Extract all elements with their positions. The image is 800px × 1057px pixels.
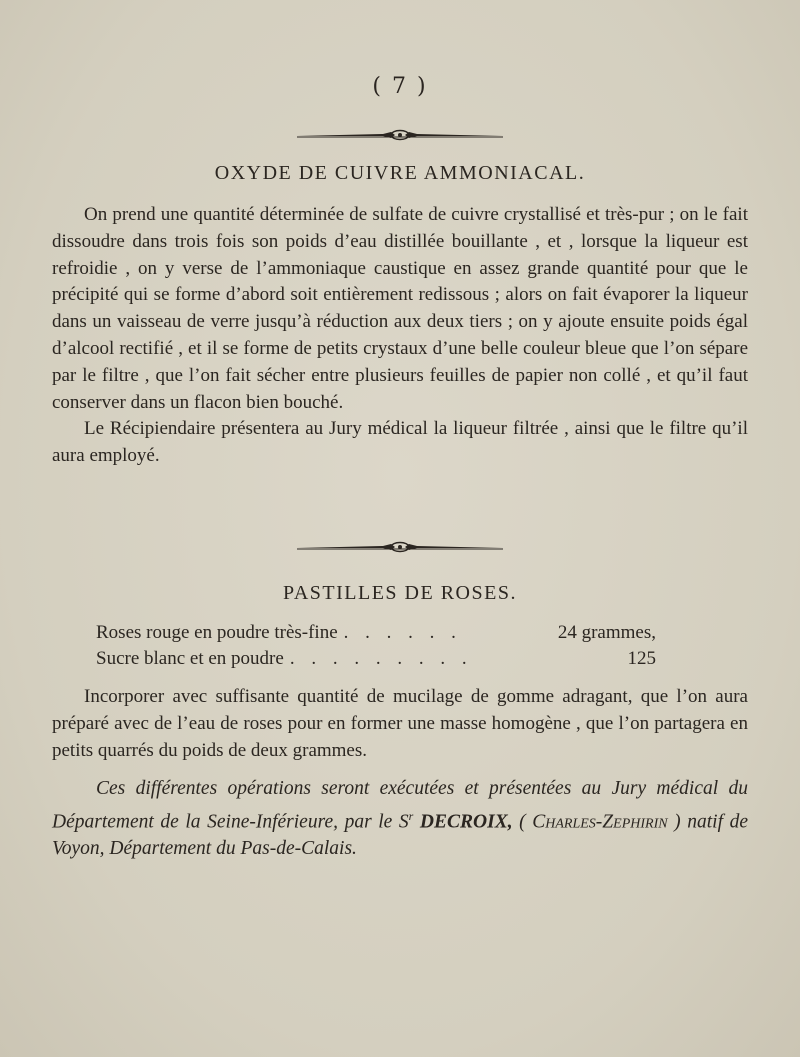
ingredient-name: Sucre blanc et en poudre xyxy=(96,648,284,669)
closing-statement xyxy=(52,776,748,862)
candidate-name: DECROIX, xyxy=(419,811,513,832)
ingredient-leader: . . . . . . xyxy=(343,622,462,643)
candidate-given-names: ( Charles-Zephirin ) xyxy=(519,811,681,832)
ornament-rule-icon xyxy=(295,128,505,142)
ingredient-quantity: 24 grammes, xyxy=(557,622,656,643)
section-title-oxyde: OXYDE DE CUIVRE AMMONIACAL. xyxy=(214,162,586,184)
section-body-pastilles xyxy=(52,684,748,764)
closing-text-after: natif de Voyon, Département du Pas-de-Calais. xyxy=(52,811,749,859)
paragraph-incorporer: Incorporer avec suffisante quantité de mucilage de gomme adragant, que l’on aura préparé avec de l’eau de roses pour en former une masse homogène , que l’on partagera en petits quarrés du poids de deux grammes. xyxy=(52,686,748,761)
ingredient-list xyxy=(96,620,656,672)
ornament-rule-icon xyxy=(295,540,505,554)
ingredient-quantity: 125 xyxy=(627,648,656,669)
paragraph-preparation: On prend une quantité déterminée de sulfate de cuivre crystallisé et très-pur ; on le fait dissoudre dans trois fois son poids d’eau distillée bouillante , et , lorsque la liqueur est refroidie , on y verse de l’ammoniaque caustique en assez grande quantité pour que le précipité qui se forme d’abord soit entièrement redissous ; alors on fait évaporer la liqueur dans un vaisseau de verre jusqu’à réduction aux deux tiers ; on y ajoute ensuite poids égal d’alcool rectifié , et il se forme de petits crystaux d’une belle couleur bleue que l’on sépare par le filtre , que l’on fait sécher entre plusieurs feuilles de papier non collé , et qu’il faut conserver dans un flacon bien bouché. xyxy=(52,204,748,413)
ornamental-rule-top xyxy=(0,128,800,142)
section-body-oxyde xyxy=(52,202,748,470)
ingredient-row xyxy=(96,620,656,646)
ornamental-rule-middle xyxy=(0,540,800,554)
closing-paragraph xyxy=(52,776,748,862)
section-title-pastilles: PASTILLES DE ROSES. xyxy=(283,582,517,604)
ingredient-leader: . . . . . . . . . xyxy=(289,648,473,669)
closing-sr-superscript: r xyxy=(408,808,414,823)
paragraph-recipiendaire: Le Récipiendaire présentera au Jury médical la liqueur filtrée , ainsi que le filtre qu’il aura employé. xyxy=(52,418,748,467)
ingredient-name: Roses rouge en poudre très-fine xyxy=(96,622,338,643)
page-number: ( 7 ) xyxy=(372,74,428,99)
ingredient-row xyxy=(96,646,656,672)
closing-text-before: Ces différentes opérations seront exécutées et présentées au Jury médical du Département de la Seine-Inférieure, par le S xyxy=(52,778,748,832)
